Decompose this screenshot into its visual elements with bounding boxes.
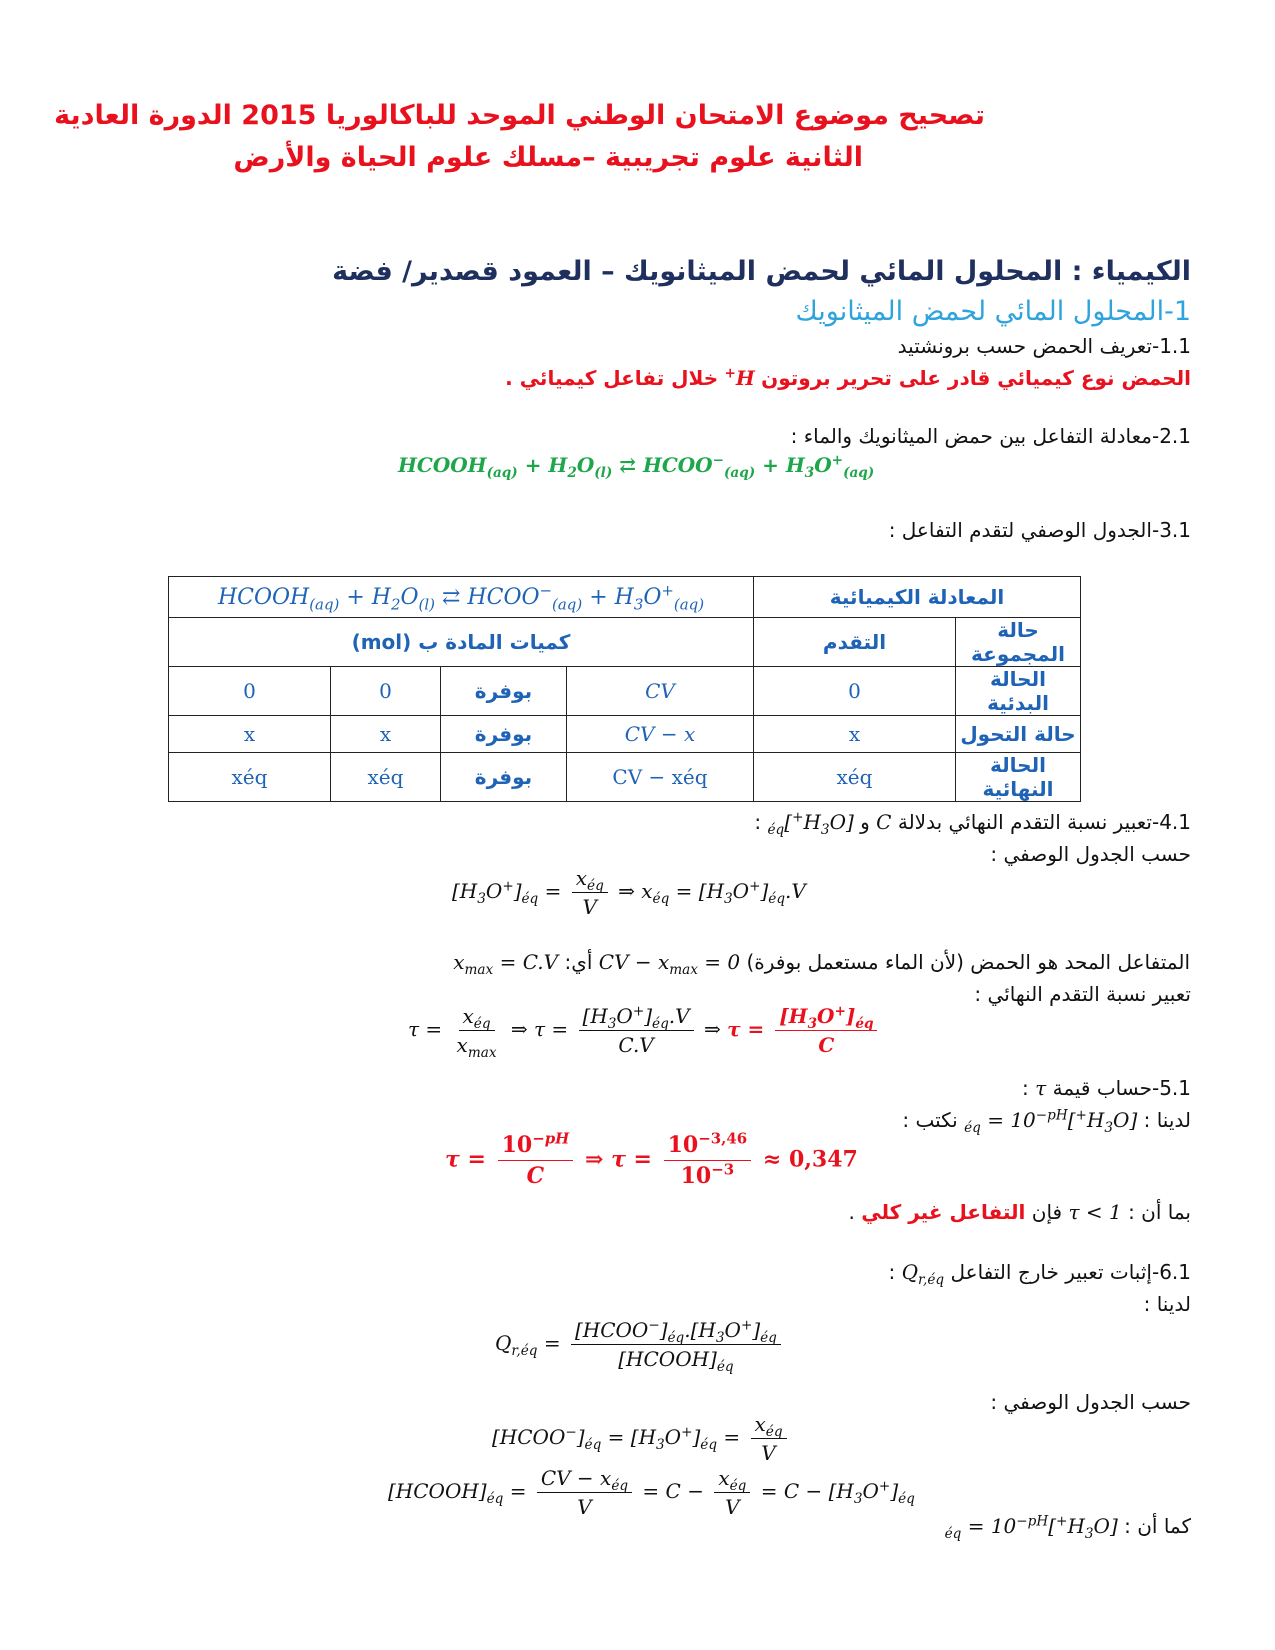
formula-tau-value: τ = $\frac{10^{-pH}}{C}$ ⇒ τ = $\frac{10^{-3,46}}{10^{-3}}$ ≈ 0,347 [445, 1129, 858, 1189]
cell-water: بوفرة [441, 753, 567, 802]
table-row [169, 716, 1081, 753]
since: بما أن : [1128, 1200, 1191, 1224]
we-have: لدينا : [1143, 1292, 1191, 1316]
final-ratio-text: تعبير نسبة التقدم النهائي : [974, 982, 1191, 1006]
q41-line: 4.1-تعبير نسبة التقدم النهائي بدلالة C و $[H_3O^+]_{éq}$ : [754, 809, 1191, 838]
q41-label: 4.1-تعبير نسبة التقدم النهائي بدلالة [897, 810, 1191, 834]
cell-acid: CV − xéq [567, 753, 754, 802]
reaction-equation: $HCOOH_{(aq)} + H_2O_{(l)}$ ⇄ $HCOO^-_{(aq)} + H_3O^+_{(aq)}$ [398, 452, 875, 481]
math-tau-lt-1: τ < 1 [1068, 1200, 1122, 1224]
q61-line: 6.1-إثبات تعبير خارج التفاعل $Q_{r,éq}$ : [888, 1260, 1191, 1288]
cell-ion2: 0 [169, 667, 331, 716]
q11-answer-a: الحمض نوع كيميائي قادر على تحرير بروتون [761, 366, 1191, 390]
formula-qr: $Q_{r,éq}$ = $\frac{[HCOO^-]_{éq}.[H_3O^+]_{éq}}{[HCOOH]_{éq}}$ [495, 1318, 785, 1371]
not-total: التفاعل غير كلي [861, 1200, 1026, 1224]
conclusion-line: بما أن : τ < 1 فإن التفاعل غير كلي . [848, 1200, 1191, 1224]
q11-answer [291, 366, 1191, 390]
formula-tau: τ = $\frac{x_{éq}}{x_{max}}$ ⇒ τ = $\frac{[H_3O^+]_{éq}.V}{C.V}$ ⇒ τ = $\frac{[H_3O^+]_{éq}}{C}$ [408, 1004, 881, 1057]
limiting-text: المتفاعل المحد هو الحمض (لأن الماء مستعمل بوفرة) [746, 950, 1190, 974]
state-label: حالة المجموعة [956, 618, 1081, 667]
also: كما أن : [1124, 1514, 1191, 1538]
equation-label: المعادلة الكيميائية [754, 577, 1081, 618]
cell-ion1: x [331, 716, 441, 753]
formula-x-eq: $[H_3O^+]_{éq}$ = $\frac{x_{éq}}{V}$ ⇒ $x_{éq} = [H_3O^+]_{éq}.V$ [452, 866, 806, 919]
doc-title-line1: تصحيح موضوع الامتحان الوطني الموحد للباكالوريا 2015 الدورة العادية [54, 100, 985, 131]
cell-acid: CV [567, 667, 754, 716]
tau-result: 0,347 [788, 1146, 858, 1173]
math-h3o-ph: $[H_3O^+]_{éq} = 10^{-pH}$ [964, 1107, 1138, 1136]
table-equation: $HCOOH_{(aq)} + H_2O_{(l)}$ ⇄ $HCOO^-_{(aq)} + H_3O^+_{(aq)}$ [169, 577, 754, 618]
math-cv-xmax: CV − $x_{max} = 0$ [598, 950, 741, 978]
q11-answer-b: خلال تفاعل كيميائي . [505, 366, 719, 390]
quantities-label: كميات المادة ب (mol) [169, 618, 754, 667]
q51-line: 5.1-حساب قيمة τ : [1022, 1076, 1191, 1100]
according-table-2: حسب الجدول الوصفي : [990, 1390, 1191, 1414]
cell-water: بوفرة [441, 716, 567, 753]
cell-state: الحالة النهائية [956, 753, 1081, 802]
we-have-write: لدينا : [1143, 1108, 1191, 1132]
cell-advance: 0 [754, 667, 956, 716]
advancement-table [168, 576, 1081, 802]
cell-state: الحالة البدئية [956, 667, 1081, 716]
cell-ion1: 0 [331, 667, 441, 716]
doc-title-line2: الثانية علوم تجريبية –مسلك علوم الحياة والأرض [233, 142, 863, 173]
formula-hcooh: $[HCOOH]_{éq}$ = $\frac{CV - x_{éq}}{V}$ = C − $\frac{x_{éq}}{V}$ = $C - [H_3O^+]_{éq}$ [388, 1466, 915, 1519]
cell-state: حالة التحول [956, 716, 1081, 753]
cell-acid: CV − x [567, 716, 754, 753]
formula-hcoo: $[HCOO^-]_{éq} = [H_3O^+]_{éq}$ = $\frac{x_{éq}}{V}$ [492, 1412, 791, 1465]
math-h3o-eq: $[H_3O^+]_{éq}$ [767, 809, 854, 838]
table-row [169, 577, 1081, 618]
we-write: نكتب [915, 1108, 958, 1132]
part1-title: 1-المحلول المائي لحمض الميثانويك [795, 296, 1191, 327]
cell-advance: xéq [754, 753, 956, 802]
chemistry-section-title: الكيمياء : المحلول المائي لحمض الميثانويك – العمود قصدير/ فضة [332, 256, 1191, 287]
math-qr: $Q_{r,éq}$ [901, 1260, 945, 1288]
then: فإن [1031, 1200, 1063, 1224]
according-table: حسب الجدول الوصفي : [990, 842, 1191, 866]
advance-label: التقدم [754, 618, 956, 667]
q41-and: و [860, 810, 870, 834]
math-xmax: $x_{max} = C.V$ [453, 950, 559, 978]
math-tau: τ [1035, 1076, 1047, 1100]
cell-ion2: x [169, 716, 331, 753]
also-line [591, 1513, 1191, 1542]
q51-label: 5.1-حساب قيمة [1052, 1076, 1191, 1100]
table-row [169, 667, 1081, 716]
table-row [169, 753, 1081, 802]
q31-label: 3.1-الجدول الوصفي لتقدم التفاعل : [888, 518, 1191, 542]
q61-label: 6.1-إثبات تعبير خارج التفاعل [950, 1260, 1191, 1284]
limiting-line [400, 950, 1190, 978]
q11-label: 1.1-تعريف الحمض حسب برونشتيد [897, 334, 1191, 358]
math-h3o-ph-2: $[H_3O^+]_{éq} = 10^{-pH}$ [944, 1513, 1118, 1542]
cell-water: بوفرة [441, 667, 567, 716]
q21-label: 2.1-معادلة التفاعل بين حمض الميثانويك والماء : [790, 424, 1191, 448]
proton-symbol: H+ [724, 365, 755, 390]
cell-ion1: xéq [331, 753, 441, 802]
that-is: أي: [564, 950, 593, 974]
cell-ion2: xéq [169, 753, 331, 802]
table-row [169, 618, 1081, 667]
cell-advance: x [754, 716, 956, 753]
we-have-line: لدينا : $[H_3O^+]_{éq} = 10^{-pH}$ نكتب : [902, 1107, 1191, 1136]
math-c: C [876, 810, 892, 834]
